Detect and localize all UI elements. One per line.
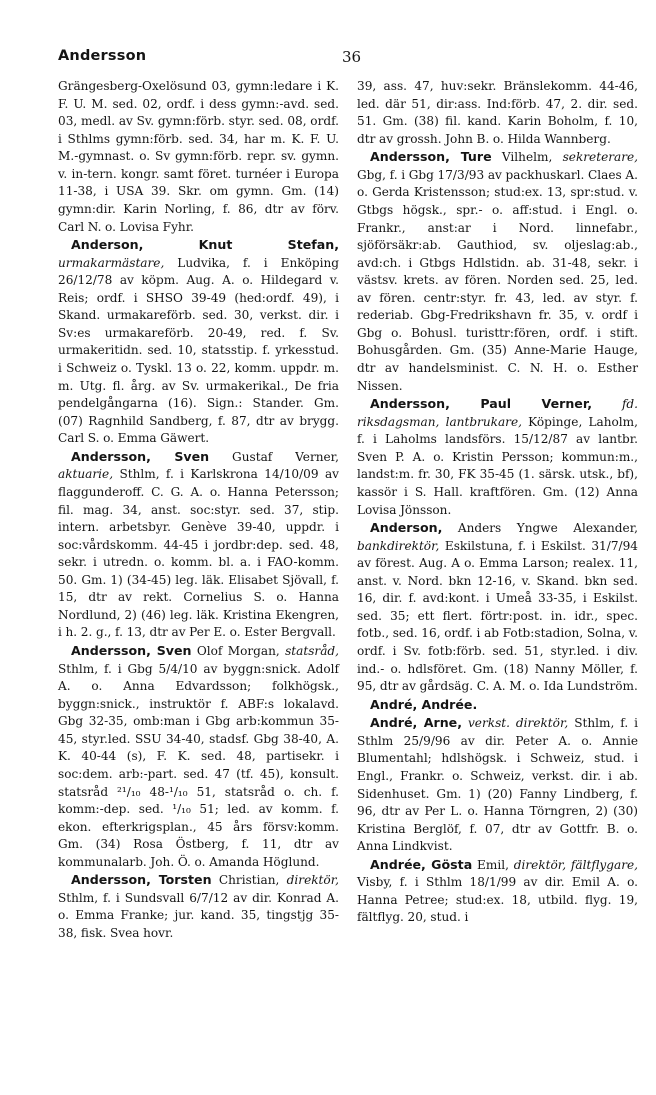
entry-headword: Andersson, Sven (71, 643, 192, 658)
entry-occupation: statsråd, (285, 644, 339, 658)
entry-knut-anderson (58, 236, 339, 448)
right-column (357, 78, 638, 927)
entry-headword: André, Arne, (370, 715, 463, 731)
entry-text: Ludvika, f. i Enköping 26/12/78 av köpm. Aug. A. o. Hildegard v. Reis; ordf. i SHSO 39-49 (hed:ordf. 49), i Skand. urmakareförb. sed. 30, verkst. dir. i Sv:es urmakareförb. 20-49, red. f. Sv. urmakeritidn. sed. 10, statsstip. f. yrkesstud. i Schweiz o. Tyskl. 13 o. 22, komm. uppdr. m. m. Utg. fl. årg. av Sv. urmakerikal., De fria pendelgångarna (16). Sign.: Stander. Gm. (07) Ragnhild Sandberg, f. 87, dtr av brygg. Carl S. o. Emma Gäwert. (58, 255, 339, 446)
entry-headword: Anderson, Knut Stefan, (71, 237, 339, 253)
entry-text: Eskilstuna, f. i Eskilst. 31/7/94 av förest. Aug. A o. Emma Larson; realex. 11, anst. v. Nord. bkn 12-16, v. Skand. bkn sed. 16, dir. f. avd:kont. i Umeå 33-35, i Eskilst. sed. 35; ett flert. förtr:post. in. idr., spec. fotb., sed. 16, ordf. i ab Fotb:stadion, Solna, v. ordf. i Sv. fotb:förb. sed. 51, styr.led. i div. ind.- o. hdlsföret. Gm. (18) Nanny Möller, f. 95, dtr av gårdsäg. C. A. M. o. Ida Lundström. (357, 538, 638, 694)
entry-given-names-tail: Alexander, (573, 521, 638, 536)
entry-text: Sthlm, f. i Sthlm 25/9/96 av dir. Peter A. o. Annie Blumentahl; hdlshögsk. i Schweiz, stud. i Engl., Frankr. o. Schweiz, verkst. dir. i ab. Sidenhuset. Gm. 1) (20) Fanny Lindberg, f. 96, dtr av Per L. o. Hanna Törngren, 2) (30) Kristina Berglöf, f. 07, dtr av Gottfr. B. o. Anna Lindkvist. (357, 716, 638, 854)
entry-occupation: verkst. direktör, (467, 716, 569, 731)
entry-text: Köpinge, Laholm, f. i Laholms landsförs. 15/12/87 av lantbr. Sven P. A. o. Kristin Persson; kommun:m., landst:m. fr. 30, FK 35-45 (1. särsk. utsk., bf), kassör i S. Hall. kraftfören. Gm. (12) Anna Lovisa Jönsson. (357, 414, 638, 517)
entry-headword: André, Andrée. (370, 696, 478, 712)
entry-occupation: direktör, fältflygare, (513, 857, 638, 872)
entry-torsten-andersson (58, 871, 339, 942)
entry-ture-andersson (357, 148, 638, 395)
entry-headword: Anderson, (370, 520, 443, 536)
entry-arne-andre (357, 714, 638, 856)
entry-headword: Andersson, Ture (370, 149, 492, 165)
entry-headword: Andersson, Sven (71, 448, 210, 464)
entry-occupation: direktör, (286, 873, 339, 888)
entry-given-names: Anders Yngwe (457, 521, 558, 536)
entry-headword: Andersson, Torsten (71, 872, 212, 888)
entry-given-names: Gustaf Verner, (232, 449, 339, 464)
entry-gosta-andree (357, 856, 638, 927)
entry-continuation (58, 78, 339, 236)
entry-text: Visby, f. i Sthlm 18/1/99 av dir. Emil A. o. Hanna Petree; stud:ex. 18, utbild. flyg. 19, fältflyg. 20, stud. i (357, 875, 638, 925)
entry-yngwe-anderson (357, 519, 638, 696)
entry-andre-crossref (357, 696, 638, 715)
entry-given-names: Vilhelm, (501, 150, 553, 165)
entry-text: Sthlm, f. i Karlskrona 14/10/09 av flaggunderoff. C. G. A. o. Hanna Petersson; fil. mag. 34, anst. soc:styr. sed. 37, stip. intern. arbetsbyr. Genève 39-40, uppdr. i soc:vårdskomm. 44-45 i jordbr:dep. sed. 48, sekr. i utredn. o. komm. bl. a. i FAO-komm. 50. Gm. 1) (34-45) leg. läk. Elisabet Sjövall, f. 15, dtr av rekt. Cornelius S. o. Hanna Nordlund, 2) (46) leg. läk. Kristina Ekengren, i h. 2. g., f. 13, dtr av Per E. o. Ester Bergvall. (58, 467, 339, 640)
entry-given-names: Olof Morgan, (196, 644, 280, 658)
entry-sven-gustaf-andersson (58, 448, 339, 642)
left-column (58, 78, 339, 943)
entry-occupation: sekreterare, (562, 150, 638, 165)
entry-text: 39, ass. 47, huv:sekr. Bränslekomm. 44-46, led. där 51, dir:ass. Ind:förb. 47, 2. dir. sed. 51. Gm. (38) fil. kand. Karin Boholm, f. 10, dtr av grossh. John B. o. Hilda Wannberg. (357, 79, 638, 146)
entry-text: Gbg, f. i Gbg 17/3/93 av packhuskarl. Claes A. o. Gerda Kristensson; stud:ex. 13, spr:stud. v. Gtbgs högsk., spr.- o. aff:stud. i Engl. o. Frankr., anst:ar i Nord. linnefabr., sjöförsäkr:ab. Gauthiod, sv. oljeslag:ab., avd:ch. i Gtbgs Hdlstidn. ab. 31-48, sekr. i västsv. krets. av fören. Norden sed. 25, led. av fören. centr:styr. fr. 43, led. av styr. f. rederiab. Gbg-Fredrikshavn fr. 35, v. ordf i Gbg o. Bohusl. turisttr:fören, ordf. i stift. Bohusgården. Gm. (35) Anne-Marie Hauge, dtr av handelsminist. C. N. H. o. Esther Nissen. (357, 167, 638, 393)
entry-occupation: bankdirektör, (357, 538, 440, 553)
entry-occupation: aktuarie, (58, 467, 114, 482)
entry-text: Sthlm, f. i Sundsvall 6/7/12 av dir. Konrad A. o. Emma Franke; jur. kand. 35, tingstjg 35-38, fisk. Svea hovr. (58, 890, 339, 940)
entry-text: Sthlm, f. i Gbg 5/4/10 av byggn:snick. Adolf A. o. Anna Edvardsson; folkhögsk., byggn:snick., instruktör f. ABF:s lokalavd. Gbg 32-35, omb:man i Gbg arb:kommun 35-45, styr.led. SSU 34-40, stadsf. Gbg 38-40, A. K. 40-44 (s), F. K. sed. 48, partisekr. i soc:dem. arb:-part. sed. 47 (tf. 45), konsult. statsråd ²¹/₁₀ 48-¹/₁₀ 51, statsråd o. ch. f. komm:-dep. sed. ¹/₁₀ 51; led. av komm. f. ekon. efterkrigsplan., 45 års försv:komm. Gm. (34) Rosa Östberg, f. 11, dtr av kommunalarb. Joh. Ö. o. Amanda Höglund. (58, 661, 339, 869)
entry-headword: Andersson, Paul Verner, (370, 396, 592, 412)
running-head: Andersson (58, 48, 147, 64)
entry-headword: Andrée, Gösta (370, 856, 473, 872)
entry-occupation: urmakarmästare, (58, 255, 165, 270)
entry-occupation: fd. riksdagsman, lantbrukare, (357, 397, 638, 429)
entry-given-names: Emil, (477, 857, 509, 872)
entry-given-names: Christian, (218, 873, 280, 888)
page-number: 36 (342, 48, 362, 66)
entry-paul-andersson (357, 395, 638, 519)
entry-sven-olof-andersson (58, 642, 339, 871)
entry-continuation (357, 78, 638, 148)
entry-text: Grängesberg-Oxelösund 03, gymn:ledare i K. F. U. M. sed. 02, ordf. i dess gymn:-avd. sed. 03, medl. av Sv. gymn:förb. styr. sed. 08, ordf. i Sthlms gymn:förb. sed. 34, har m. K. F. U. M.-gymnast. o. Sv gymn:förb. repr. sv. gymn. v. in-tern. kongr. samt föret. turnéer i Europa 11-38, i USA 39. Skr. om gymn. Gm. (14) gymn:dir. Karin Norling, f. 86, dtr av förv. Carl N. o. Lovisa Fyhr. (58, 79, 339, 234)
